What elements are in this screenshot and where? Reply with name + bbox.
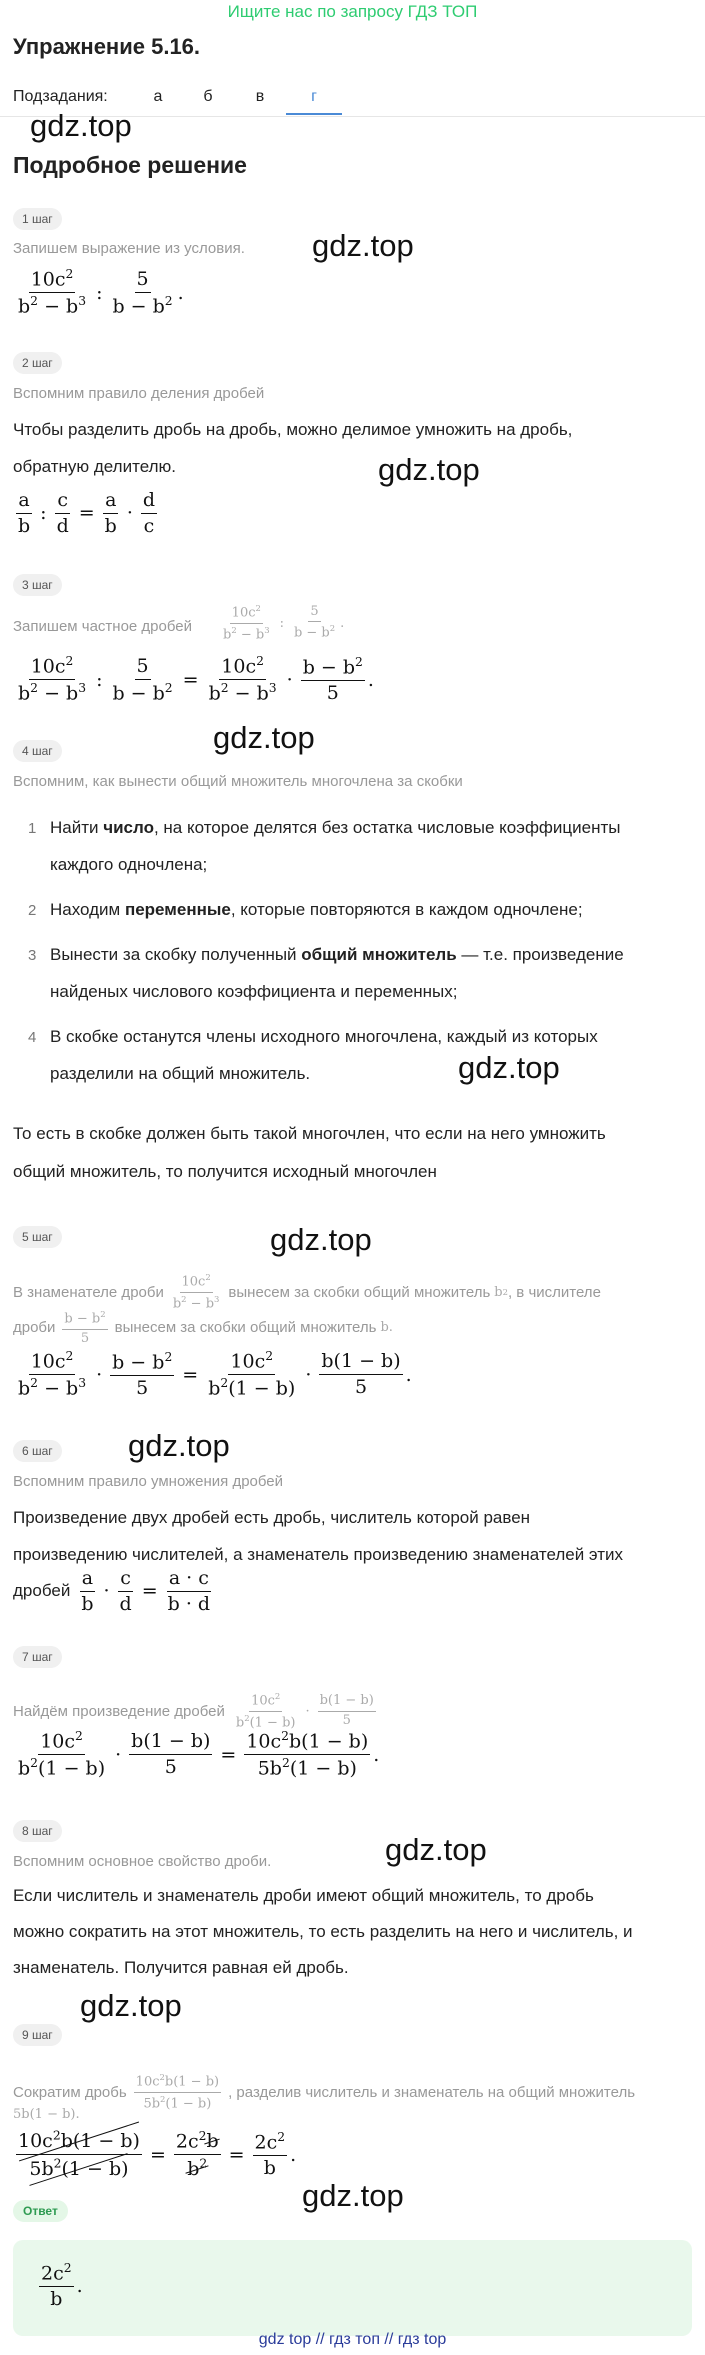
rule-text: Произведение двух дробей есть дробь, числитель которой равен: [13, 1508, 531, 1527]
list-item: 4 В скобке останутся члены исходного многочлена, каждый из которых: [28, 1027, 598, 1046]
watermark: gdz.top: [30, 108, 132, 143]
expression-3: $\frac{10c^2}{b^2 - b^3}$ : $\frac{5}{b - b^2}$ = $\frac{10c^2}{b^2 - b^3}$ · $\frac{b - b^2}{5}$ .: [18, 654, 374, 705]
step-text: Вспомним правило умножения дробей: [13, 1473, 284, 1490]
step-badge: 6 шаг: [13, 1440, 62, 1462]
step-badge: 9 шаг: [13, 2024, 62, 2046]
rule-text: произведению числителей, а знаменатель произведению знаменателей этих: [13, 1545, 624, 1564]
answer-expression: $\frac{2c^2}{b}$ .: [41, 2261, 83, 2311]
paragraph: То есть в скобке должен быть такой многочлен, что если на него умножить: [13, 1124, 606, 1143]
section-heading: Подробное решение: [13, 152, 247, 178]
subtasks-label: Подзадания:: [13, 88, 108, 105]
paragraph: общий множитель, то получится исходный многочлен: [13, 1162, 437, 1181]
page-title: Упражнение 5.16.: [13, 34, 201, 59]
step-badge: 2 шаг: [13, 352, 62, 374]
watermark: gdz.top: [312, 228, 414, 263]
watermark: gdz.top: [80, 1988, 182, 2023]
step-badge: 3 шаг: [13, 574, 62, 596]
watermark: gdz.top: [213, 720, 315, 755]
list-item: 1 Найти число, на которое делятся без остатка числовые коэффициенты: [28, 818, 621, 837]
step-badge: 1 шаг: [13, 208, 62, 230]
step-text: Запишем частное дробей: [13, 618, 193, 635]
top-banner: Ищите нас по запросу ГДЗ ТОП: [227, 2, 478, 21]
expression-9: $\frac{10c^2b(1 - b)}{5b^2(1 - b)}$ = $\frac{2c^2b}{b^2}$ = $\frac{2c^2}{b}$ .: [18, 2129, 297, 2180]
watermark: gdz.top: [458, 1050, 560, 1085]
list-item: 3 Вынести за скобку полученный общий множитель — т.е. произведение: [28, 945, 624, 964]
rule-text: Если числитель и знаменатель дроби имеют общий множитель, то дробь: [13, 1886, 594, 1905]
step-text: Сократим дробь $\frac{10c^2b(1 - b)}{5b^2(1 - b)}$ , разделив числитель и знаменатель на общий множитель: [13, 2072, 636, 2111]
common-factor: 5b(1 − b).: [13, 2107, 80, 2122]
tab-a[interactable]: а: [153, 88, 163, 105]
rule-text: можно сократить на этот множитель, то есть разделить на него и числитель, и: [13, 1922, 633, 1941]
active-tab-indicator: [286, 113, 342, 115]
list-item-cont: каждого одночлена;: [50, 855, 208, 874]
list-item-cont: разделили на общий множитель.: [50, 1064, 311, 1083]
list-item-cont: найденых числового коэффициента и переменных;: [50, 982, 458, 1001]
step-badge: 7 шаг: [13, 1646, 62, 1668]
step-text: Вспомним основное свойство дроби.: [13, 1853, 272, 1870]
watermark: gdz.top: [270, 1222, 372, 1257]
step-text: Вспомним правило деления дробей: [13, 385, 265, 402]
rule-text: знаменатель. Получится равная ей дробь.: [13, 1958, 349, 1977]
watermark: gdz.top: [385, 1832, 487, 1867]
expression-7: $\frac{10c^2}{b^2(1 - b)}$ · $\frac{b(1 - b)}{5}$ = $\frac{10c^2b(1 - b)}{5b^2(1 - b)}$ .: [18, 1729, 380, 1780]
expression-5: $\frac{10c^2}{b^2 - b^3}$ · $\frac{b - b^2}{5}$ = $\frac{10c^2}{b^2(1 - b)}$ · $\frac{b(1 - b)}{5}$ .: [18, 1349, 412, 1400]
rule-text: обратную делителю.: [13, 457, 176, 476]
tab-g[interactable]: г: [311, 88, 317, 105]
step-badge: 8 шаг: [13, 1820, 62, 1842]
step-badge: 4 шаг: [13, 740, 62, 762]
step-text: Найдём произведение дробей $\frac{10c^2}{b^2(1 - b)}$ · $\frac{b(1 - b)}{5}$: [13, 1691, 374, 1730]
watermark: gdz.top: [128, 1428, 230, 1463]
step-badge: 5 шаг: [13, 1226, 62, 1248]
tab-v[interactable]: в: [255, 88, 265, 105]
expression-1: $\frac{10c^2}{b^2 - b^3}$ : $\frac{5}{b - b^2}$ .: [18, 267, 184, 318]
list-item: 2 Находим переменные, которые повторяются в каждом одночлене;: [28, 900, 583, 919]
division-rule: $\frac{a}{b}$ : $\frac{c}{d}$ = $\frac{a}{b}$ · $\frac{d}{c}$: [18, 489, 156, 537]
answer-box: [13, 2240, 692, 2336]
watermark: gdz.top: [302, 2178, 404, 2213]
footer-links[interactable]: gdz top // гдз топ // гдз top: [258, 2331, 447, 2348]
step-text: В знаменателе дроби $\frac{10c^2}{b^2 - b^3}$ вынесем за скобки общий множитель b 2 , в числителе: [13, 1272, 601, 1311]
inline-expression: $\frac{10c^2}{b^2 - b^3}$ : $\frac{5}{b - b^2}$ .: [223, 603, 345, 642]
step-text: дроби $\frac{b - b^2}{5}$ вынесем за скобки общий множитель b.: [13, 1309, 393, 1346]
watermark: gdz.top: [378, 452, 480, 487]
rule-text: дробей $\frac{a}{b}$ · $\frac{c}{d}$ = $\frac{a \cdot c}{b \cdot d}$: [13, 1567, 211, 1615]
answer-label: Ответ: [13, 2200, 68, 2222]
rule-text: Чтобы разделить дробь на дробь, можно делимое умножить на дробь,: [13, 420, 573, 439]
step-text: Запишем выражение из условия.: [13, 240, 245, 257]
step-text: Вспомним, как вынести общий множитель многочлена за скобки: [13, 773, 463, 790]
tab-b[interactable]: б: [203, 88, 213, 105]
